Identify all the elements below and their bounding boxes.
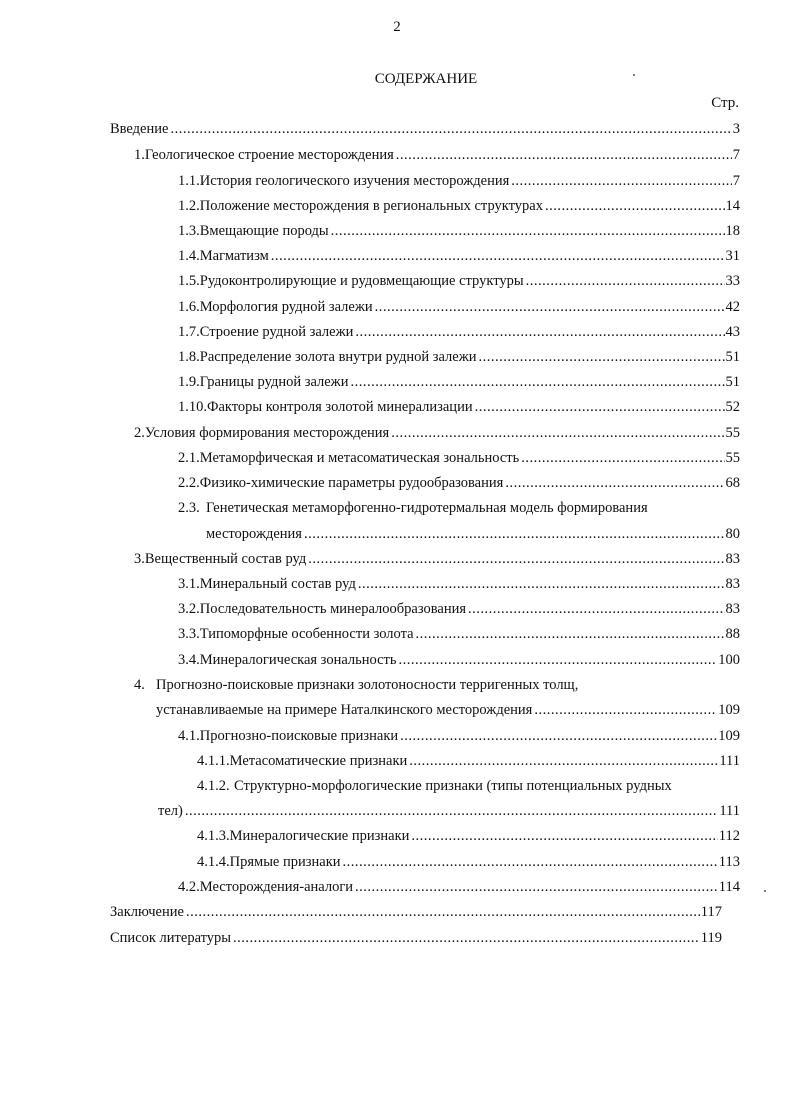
toc-entry-intro bbox=[110, 119, 740, 139]
toc-page: 100 bbox=[718, 652, 740, 668]
toc-entry-1-9 bbox=[178, 372, 740, 392]
toc-entry-4-1-3 bbox=[197, 826, 740, 846]
toc-page: 7 bbox=[732, 173, 740, 189]
toc-entry-1-4 bbox=[178, 246, 740, 266]
toc-page: 117 bbox=[700, 904, 722, 920]
toc-entry-1-3 bbox=[178, 221, 740, 241]
toc-number: 3.2. bbox=[178, 601, 200, 617]
toc-page: 31 bbox=[725, 248, 740, 264]
toc-label: Последовательность минералообразования bbox=[199, 601, 467, 617]
toc-number: 3.3. bbox=[178, 626, 200, 642]
toc-label: Условия формирования месторождения bbox=[144, 425, 390, 441]
toc-entry-4-1-1 bbox=[197, 751, 740, 771]
toc-number: 4. bbox=[134, 677, 145, 693]
page-title: СОДЕРЖАНИЕ bbox=[374, 71, 478, 87]
toc-entry-1-6 bbox=[178, 297, 740, 317]
toc-label: Список литературы bbox=[110, 930, 232, 946]
toc-label-continuation: месторождения bbox=[206, 526, 302, 542]
toc-entry-1-2 bbox=[178, 196, 740, 216]
toc-entry-4-1-2-cont bbox=[158, 801, 740, 821]
toc-number: 4.1.2. bbox=[197, 778, 230, 794]
toc-label: Магматизм bbox=[199, 248, 269, 264]
toc-entry-4 bbox=[134, 675, 578, 695]
toc-page: 111 bbox=[719, 803, 740, 819]
toc-label: Факторы контроля золотой минерализации bbox=[207, 399, 473, 415]
toc-page: 18 bbox=[725, 223, 740, 239]
toc-label: Месторождения-аналоги bbox=[199, 879, 354, 895]
page-column-header: Стр. bbox=[711, 95, 739, 111]
toc-number: 1.8. bbox=[178, 349, 200, 365]
toc-page: 42 bbox=[725, 299, 740, 315]
toc-page: 109 bbox=[718, 728, 740, 744]
toc-entry-2-1 bbox=[178, 448, 740, 468]
toc-number: 3.4. bbox=[178, 652, 200, 668]
toc-number: 2.3. bbox=[178, 500, 200, 516]
toc-entry-references bbox=[110, 928, 722, 948]
toc-entry-2-3 bbox=[178, 498, 648, 518]
toc-entry-2-3-cont bbox=[206, 524, 740, 544]
toc-label: Распределение золота внутри рудной залежи bbox=[199, 349, 477, 365]
toc-label: Структурно-морфологические признаки (типы потенциальных рудных bbox=[234, 778, 672, 794]
toc-entry-4-1-2 bbox=[197, 776, 672, 796]
toc-number: 1.4. bbox=[178, 248, 200, 264]
toc-page: 43 bbox=[725, 324, 740, 340]
toc-label: Прогнозно-поисковые признаки золотоносности терригенных толщ, bbox=[156, 677, 579, 693]
toc-label: Прямые признаки bbox=[229, 854, 341, 870]
toc-page: 83 bbox=[725, 551, 740, 567]
toc-number: 2.2. bbox=[178, 475, 200, 491]
toc-label: Физико-химические параметры рудообразования bbox=[199, 475, 504, 491]
toc-page: 3 bbox=[732, 121, 740, 137]
toc-label: Рудоконтролирующие и рудовмещающие структуры bbox=[199, 273, 524, 289]
toc-page: 33 bbox=[725, 273, 740, 289]
toc-number: 1.10. bbox=[178, 399, 207, 415]
scan-speck bbox=[633, 74, 635, 76]
toc-number: 1.5. bbox=[178, 273, 200, 289]
toc-number: 4.2. bbox=[178, 879, 200, 895]
toc-label: Границы рудной залежи bbox=[199, 374, 349, 390]
toc-label: Введение bbox=[110, 121, 169, 137]
toc-page: 52 bbox=[725, 399, 740, 415]
toc-page: 112 bbox=[718, 828, 740, 844]
toc-number: 1.9. bbox=[178, 374, 200, 390]
toc-number: 1.6. bbox=[178, 299, 200, 315]
toc-page: 83 bbox=[725, 601, 740, 617]
toc-label: Минералогические признаки bbox=[229, 828, 410, 844]
toc-page: 119 bbox=[700, 930, 722, 946]
toc-page: 14 bbox=[725, 198, 740, 214]
toc-label: История геологического изучения месторождения bbox=[199, 173, 510, 189]
toc-page: 109 bbox=[718, 702, 740, 718]
toc-entry-3-2 bbox=[178, 599, 740, 619]
toc-entry-3-4 bbox=[178, 650, 740, 670]
toc-page: 7 bbox=[732, 147, 740, 163]
toc-label: Метаморфическая и метасоматическая зональность bbox=[199, 450, 520, 466]
toc-entry-1-5 bbox=[178, 271, 740, 291]
toc-page: 80 bbox=[725, 526, 740, 542]
toc-label: Метасоматические признаки bbox=[229, 753, 408, 769]
toc-page: 55 bbox=[725, 450, 740, 466]
toc-number: 2.1. bbox=[178, 450, 200, 466]
toc-entry-4-2 bbox=[178, 877, 740, 897]
toc-label: Минеральный состав руд bbox=[199, 576, 356, 592]
toc-entry-1-8 bbox=[178, 347, 740, 367]
toc-page: 51 bbox=[725, 374, 740, 390]
toc-number: 2. bbox=[134, 425, 145, 441]
toc-page: 68 bbox=[725, 475, 740, 491]
toc-number: 3.1. bbox=[178, 576, 200, 592]
toc-label: Минералогическая зональность bbox=[199, 652, 397, 668]
toc-number: 4.1.4. bbox=[197, 854, 230, 870]
toc-page: 55 bbox=[725, 425, 740, 441]
toc-label-continuation: устанавливаемые на примере Наталкинского месторождения bbox=[156, 702, 533, 718]
toc-entry-1 bbox=[134, 145, 740, 165]
toc-label: Прогнозно-поисковые признаки bbox=[199, 728, 399, 744]
toc-number: 1. bbox=[134, 147, 145, 163]
toc-page: 113 bbox=[718, 854, 740, 870]
toc-entry-4-cont bbox=[156, 700, 740, 720]
toc-number: 1.3. bbox=[178, 223, 200, 239]
toc-label: Геологическое строение месторождения bbox=[144, 147, 394, 163]
toc-label: Генетическая метаморфогенно-гидротермальная модель формирования bbox=[206, 500, 648, 516]
toc-number: 1.7. bbox=[178, 324, 200, 340]
toc-label: Типоморфные особенности золота bbox=[199, 626, 414, 642]
page-number: 2 bbox=[393, 19, 401, 35]
toc-entry-3 bbox=[134, 549, 740, 569]
toc-number: 1.2. bbox=[178, 198, 200, 214]
toc-entry-2-2 bbox=[178, 473, 740, 493]
toc-page: 114 bbox=[718, 879, 740, 895]
toc-entry-3-3 bbox=[178, 624, 740, 644]
toc-page: 88 bbox=[725, 626, 740, 642]
toc-label: Строение рудной залежи bbox=[199, 324, 354, 340]
toc-number: 3. bbox=[134, 551, 145, 567]
toc-entry-1-1 bbox=[178, 171, 740, 191]
toc-entry-2 bbox=[134, 423, 740, 443]
scan-speck bbox=[764, 890, 766, 892]
toc-entry-1-10 bbox=[178, 397, 740, 417]
toc-entry-3-1 bbox=[178, 574, 740, 594]
toc-page: 111 bbox=[719, 753, 740, 769]
toc-entry-conclusion bbox=[110, 902, 722, 922]
toc-label: Положение месторождения в региональных структурах bbox=[199, 198, 543, 214]
toc-number: 1.1. bbox=[178, 173, 200, 189]
toc-label: Морфология рудной залежи bbox=[199, 299, 373, 315]
toc-entry-4-1 bbox=[178, 726, 740, 746]
toc-entry-1-7 bbox=[178, 322, 740, 342]
toc-label: Вмещающие породы bbox=[199, 223, 329, 239]
toc-label: Заключение bbox=[110, 904, 184, 920]
toc-label-continuation: тел) bbox=[158, 803, 183, 819]
toc-entry-4-1-4 bbox=[197, 852, 740, 872]
toc-page: 83 bbox=[725, 576, 740, 592]
toc-number: 4.1.3. bbox=[197, 828, 230, 844]
toc-number: 4.1. bbox=[178, 728, 200, 744]
toc-number: 4.1.1. bbox=[197, 753, 230, 769]
toc-label: Вещественный состав руд bbox=[144, 551, 307, 567]
toc-page: 51 bbox=[725, 349, 740, 365]
